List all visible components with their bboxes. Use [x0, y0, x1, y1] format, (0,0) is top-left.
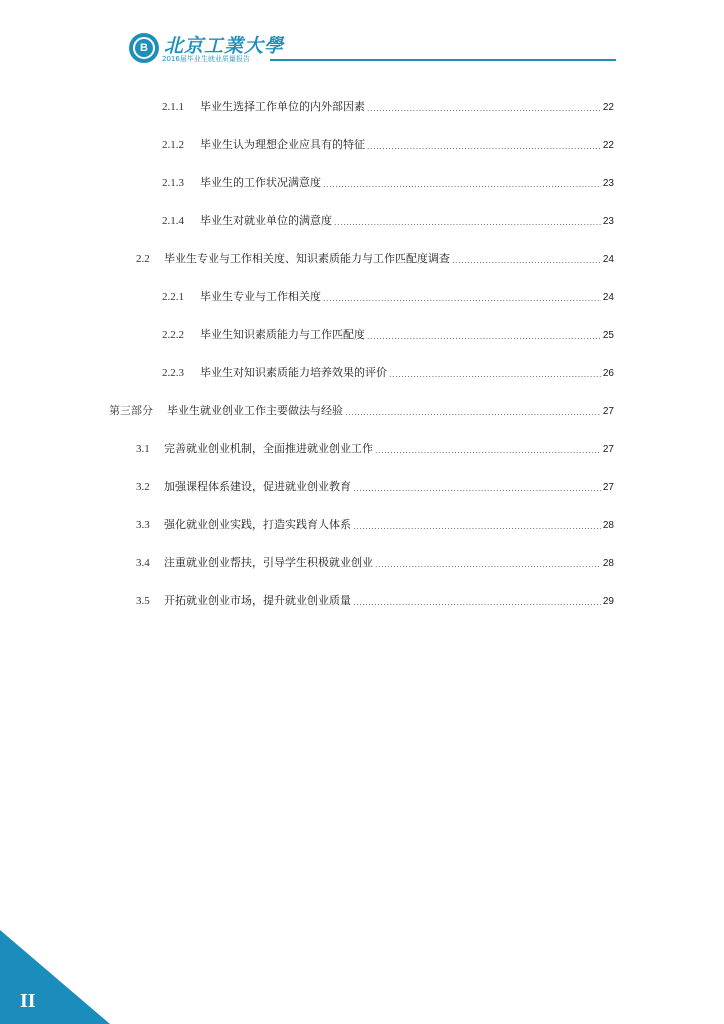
toc-entry-title: 毕业生知识素质能力与工作匹配度	[200, 328, 365, 341]
toc-entry-page: 26	[602, 368, 614, 379]
toc-entry-page: 25	[602, 330, 614, 341]
toc-leader-dots	[389, 370, 601, 380]
toc-entry-page: 24	[602, 254, 614, 265]
toc-leader-dots	[323, 294, 601, 304]
report-title: 2016届毕业生就业质量报告	[162, 55, 250, 63]
toc-entry-number: 3.2	[136, 481, 150, 493]
university-name: 北京工業大學	[164, 35, 285, 57]
toc-entry-number: 2.1.2	[162, 139, 184, 151]
toc-entry-title: 毕业生专业与工作相关度、知识素质能力与工作匹配度调查	[164, 252, 450, 265]
toc-leader-dots	[353, 598, 601, 608]
toc-entry-title: 加强课程体系建设，促进就业创业教育	[164, 480, 351, 493]
toc-leader-dots	[353, 522, 601, 532]
toc-leader-dots	[375, 446, 601, 456]
page-number: II	[20, 990, 36, 1012]
toc-entry-number: 2.2.3	[162, 367, 184, 379]
toc-entry-page: 29	[602, 596, 614, 607]
toc-entry-page: 27	[602, 482, 614, 493]
toc-entry-page: 24	[602, 292, 614, 303]
toc-entry[interactable]	[162, 100, 614, 114]
toc-leader-dots	[367, 332, 601, 342]
toc-leader-dots	[367, 104, 601, 114]
toc-entry-number: 2.1.3	[162, 177, 184, 189]
toc-entry-number: 2.2.2	[162, 329, 184, 341]
toc-entry[interactable]	[109, 404, 614, 418]
toc-entry-page: 22	[602, 102, 614, 113]
toc-entry-number: 3.1	[136, 443, 150, 455]
toc-entry-number: 2.1.1	[162, 101, 184, 113]
toc-entry-number: 3.5	[136, 595, 150, 607]
toc-entry[interactable]	[136, 594, 614, 608]
toc-entry-title: 强化就业创业实践，打造实践育人体系	[164, 518, 351, 531]
toc-entry[interactable]	[162, 138, 614, 152]
toc-entry[interactable]	[162, 328, 614, 342]
toc-leader-dots	[367, 142, 601, 152]
toc-entry-number: 3.3	[136, 519, 150, 531]
toc-entry[interactable]	[136, 252, 614, 266]
toc-entry-title: 毕业生选择工作单位的内外部因素	[200, 100, 365, 113]
toc-entry-number: 2.2.1	[162, 291, 184, 303]
toc-entry[interactable]	[162, 290, 614, 304]
toc-entry-title: 毕业生对知识素质能力培养效果的评价	[200, 366, 387, 379]
toc-entry[interactable]	[136, 442, 614, 456]
toc-entry-page: 23	[602, 178, 614, 189]
toc-entry-title: 注重就业创业帮扶，引导学生积极就业创业	[164, 556, 373, 569]
toc-entry-number: 第三部分	[109, 404, 153, 417]
toc-entry-title: 毕业生就业创业工作主要做法与经验	[167, 404, 343, 417]
toc-entry-title: 完善就业创业机制，全面推进就业创业工作	[164, 442, 373, 455]
toc-leader-dots	[323, 180, 601, 190]
toc-leader-dots	[452, 256, 601, 266]
corner-decoration	[0, 930, 110, 1024]
toc-entry-number: 3.4	[136, 557, 150, 569]
toc-entry-number: 2.1.4	[162, 215, 184, 227]
toc-entry-number: 2.2	[136, 253, 150, 265]
toc-entry-title: 毕业生认为理想企业应具有的特征	[200, 138, 365, 151]
toc-entry[interactable]	[162, 176, 614, 190]
toc-entry[interactable]	[162, 366, 614, 380]
toc-entry-page: 23	[602, 216, 614, 227]
toc-entry-page: 28	[602, 520, 614, 531]
toc-leader-dots	[334, 218, 601, 228]
header-divider	[270, 59, 616, 61]
university-logo-icon: B	[129, 33, 159, 63]
toc-entry-page: 27	[602, 444, 614, 455]
toc-entry[interactable]	[162, 214, 614, 228]
toc-leader-dots	[353, 484, 601, 494]
toc-entry-title: 毕业生对就业单位的满意度	[200, 214, 332, 227]
toc-entry-page: 28	[602, 558, 614, 569]
toc-entry-page: 22	[602, 140, 614, 151]
toc-entry[interactable]	[136, 556, 614, 570]
toc-entry[interactable]	[136, 480, 614, 494]
toc-leader-dots	[345, 408, 601, 418]
toc-entry-title: 毕业生专业与工作相关度	[200, 290, 321, 303]
toc-entry-page: 27	[602, 406, 614, 417]
toc-entry-title: 开拓就业创业市场，提升就业创业质量	[164, 594, 351, 607]
page-header	[0, 0, 724, 70]
toc-entry[interactable]	[136, 518, 614, 532]
toc-leader-dots	[375, 560, 601, 570]
toc-entry-title: 毕业生的工作状况满意度	[200, 176, 321, 189]
